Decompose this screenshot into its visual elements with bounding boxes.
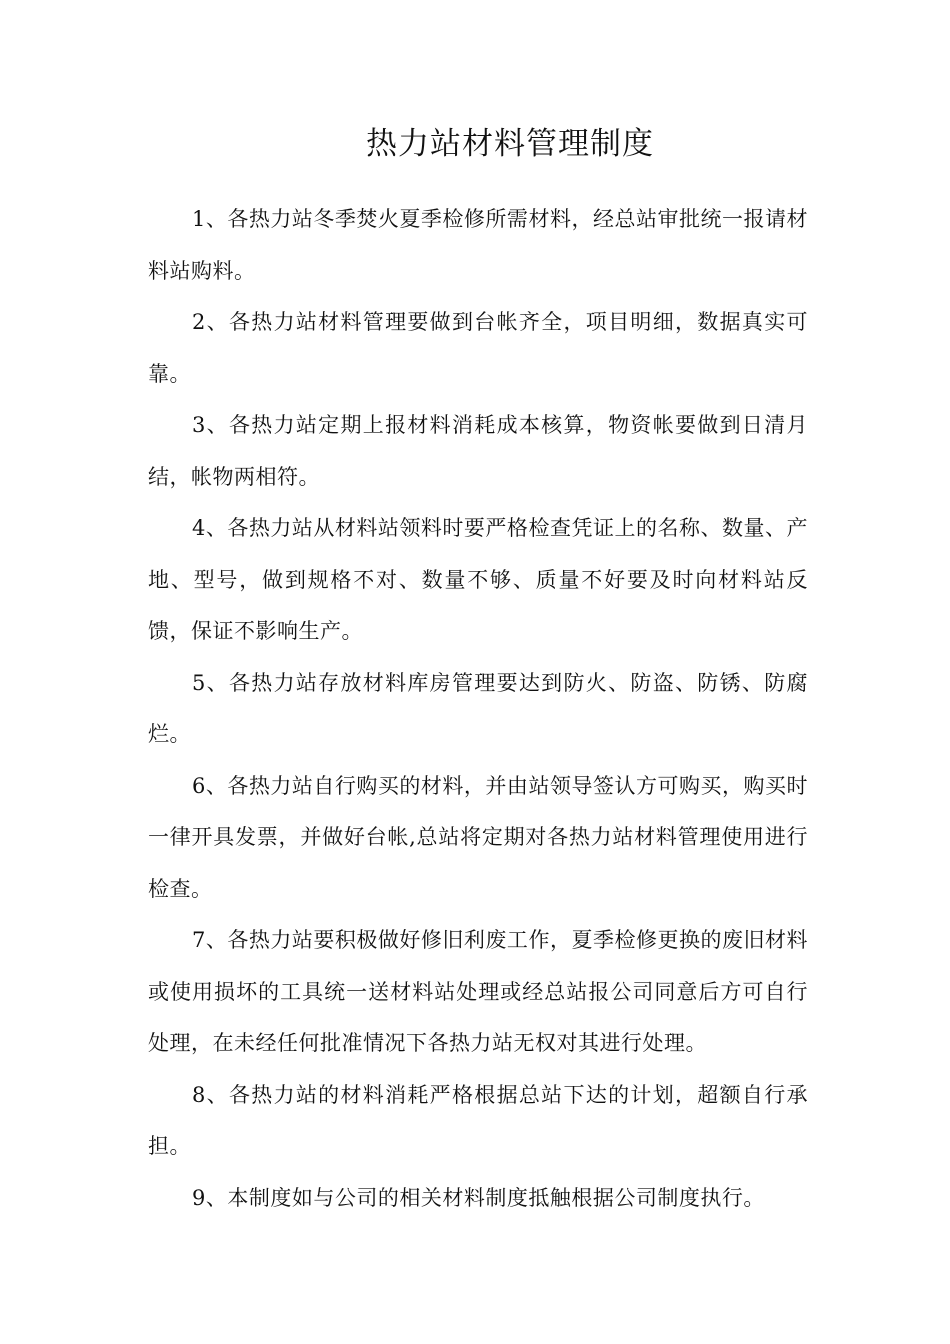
paragraph-8: 8、各热力站的材料消耗严格根据总站下达的计划，超额自行承担。: [148, 1082, 808, 1158]
paragraph-6: 6、各热力站自行购买的材料，并由站领导签认方可购买，购买时一律开具发票，并做好台帐,总站将定期对各热力站材料管理使用进行检查。: [148, 773, 808, 901]
paragraph-9: 9、本制度如与公司的相关材料制度抵触根据公司制度执行。: [192, 1185, 765, 1210]
paragraph-5: 5、各热力站存放材料库房管理要达到防火、防盗、防锈、防腐烂。: [148, 670, 808, 746]
document-title: 热力站材料管理制度: [366, 126, 654, 162]
paragraph-3: 3、各热力站定期上报材料消耗成本核算，物资帐要做到日清月结，帐物两相符。: [148, 413, 808, 489]
paragraph-1: 1、各热力站冬季焚火夏季检修所需材料，经总站审批统一报请材料站购料。: [148, 207, 808, 283]
paragraph-4: 4、各热力站从材料站领料时要严格检查凭证上的名称、数量、产地、型号，做到规格不对、数量不够、质量不好要及时向材料站反馈，保证不影响生产。: [148, 516, 808, 643]
paragraph-7: 7、各热力站要积极做好修旧利废工作，夏季检修更换的废旧材料或使用损坏的工具统一送材料站处理或经总站报公司同意后方可自行处理，在未经任何批准情况下各热力站无权对其进行处理。: [148, 928, 808, 1055]
paragraph-2: 2、各热力站材料管理要做到台帐齐全，项目明细，数据真实可靠。: [148, 310, 808, 386]
document-body: [148, 194, 808, 1224]
